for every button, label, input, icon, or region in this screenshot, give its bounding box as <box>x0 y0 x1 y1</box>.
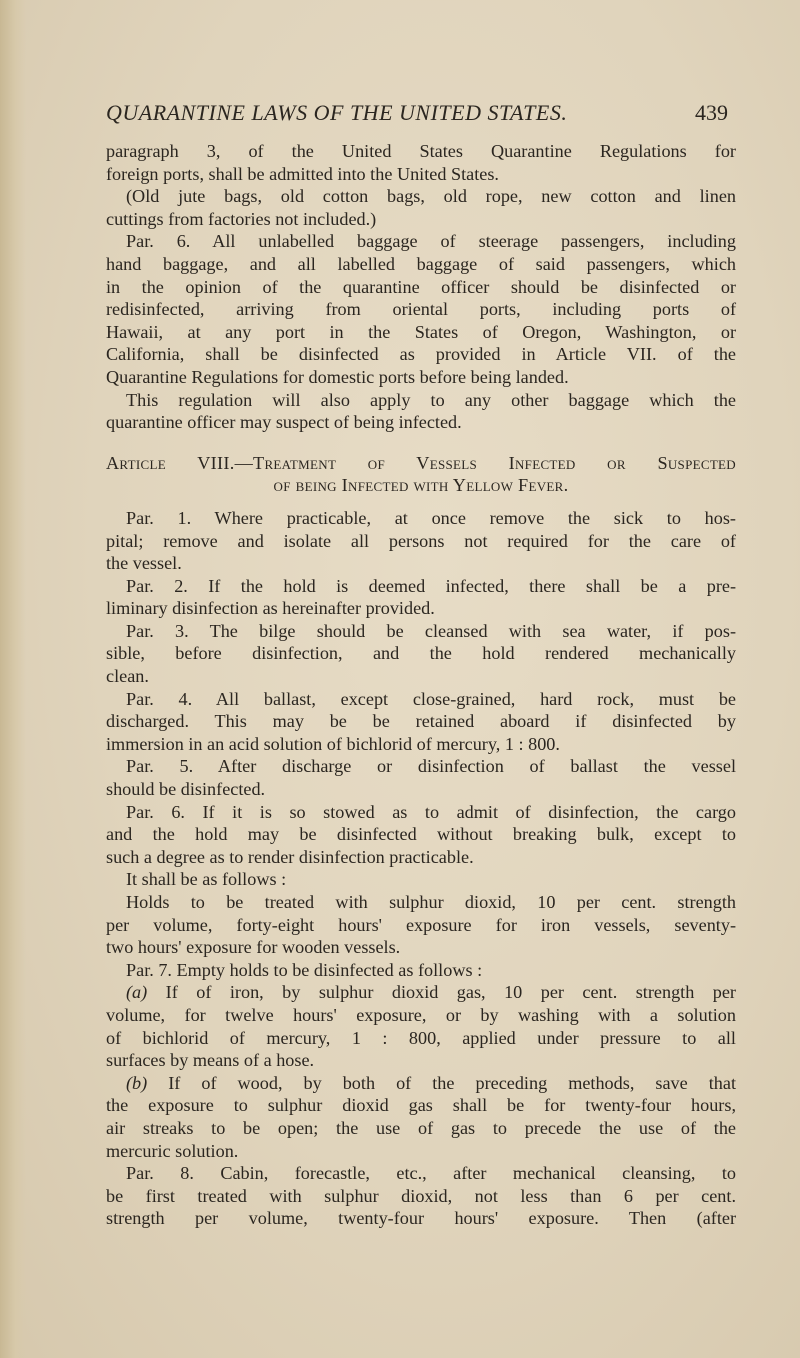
text-line: Hawaii, at any port in the States of Oregon, Washington, or <box>106 321 736 342</box>
text-line: Par. 6. If it is so stowed as to admit of disinfection, the cargo <box>126 801 736 822</box>
text-line: foreign ports, shall be admitted into the United States. <box>106 163 499 184</box>
text-line: sible, before disinfection, and the hold rendered mechanically <box>106 643 736 664</box>
text-line: air streaks to be open; the use of gas to precede the use of the <box>106 1117 736 1138</box>
text-line: in the opinion of the quarantine officer should be disinfected or <box>106 276 736 297</box>
text-line: the exposure to sulphur dioxid gas shall be for twenty-four hours, <box>106 1095 736 1116</box>
text-line: Quarantine Regulations for domestic ports before being landed. <box>106 366 569 387</box>
text-run: If of iron, by sulphur dioxid gas, 10 per cent. strength per <box>147 982 736 1003</box>
text-line: be first treated with sulphur dioxid, not less than 6 per cent. <box>106 1185 736 1206</box>
text-line: and the hold may be disinfected without breaking bulk, except to <box>106 824 736 845</box>
text-line: paragraph 3, of the United States Quarantine Regulations for <box>106 141 736 161</box>
text-line: California, shall be disinfected as provided in Article VII. of the <box>106 344 736 365</box>
text-line: clean. <box>106 666 149 687</box>
text-line: strength per volume, twenty-four hours' exposure. Then (after <box>106 1208 736 1229</box>
text-line: cuttings from factories not included.) <box>106 208 377 229</box>
page-spine-shadow <box>0 0 26 1358</box>
text-line: Par. 8. Cabin, forecastle, etc., after mechanical cleansing, to <box>126 1163 736 1184</box>
text-run: If of wood, by both of the preceding methods, save that <box>147 1072 736 1093</box>
text-line: liminary disinfection as hereinafter provided. <box>106 598 435 619</box>
text-line: per volume, forty-eight hours' exposure for iron vessels, seventy- <box>106 914 736 935</box>
text-line: of bichlorid of mercury, 1 : 800, applied under pressure to all <box>106 1027 736 1048</box>
page-number: 439 <box>695 100 728 125</box>
text-line <box>106 1072 736 1095</box>
article-heading: Article VIII.—Treatment of Vessels Infected or Suspected <box>106 452 736 473</box>
text-line: surfaces by means of a hose. <box>106 1050 315 1071</box>
text-line: Par. 2. If the hold is deemed infected, there shall be a pre- <box>126 575 736 596</box>
article-heading-continued: of being Infected with Yellow Fever. <box>273 475 569 496</box>
item-label-b: (b) <box>126 1072 148 1093</box>
body-text <box>106 140 736 1230</box>
text-line: This regulation will also apply to any other baggage which the <box>126 389 736 410</box>
text-line: pital; remove and isolate all persons not required for the care of <box>106 530 736 551</box>
running-head: QUARANTINE LAWS OF THE UNITED STATES. <box>106 100 568 125</box>
text-line: hand baggage, and all labelled baggage of said passengers, which <box>106 253 736 274</box>
text-line: Par. 6. All unlabelled baggage of steerage passengers, including <box>126 231 736 252</box>
text-line: volume, for twelve hours' exposure, or by washing with a solution <box>106 1004 736 1025</box>
text-line: should be disinfected. <box>106 779 266 800</box>
text-line: Holds to be treated with sulphur dioxid, 10 per cent. strength <box>126 892 736 912</box>
text-line: Par. 1. Where practicable, at once remove the sick to hos- <box>126 507 736 528</box>
text-line: It shall be as follows : <box>126 869 287 890</box>
text-line: (Old jute bags, old cotton bags, old rope, new cotton and linen <box>126 186 736 207</box>
text-line: two hours' exposure for wooden vessels. <box>106 937 401 958</box>
text-line: discharged. This may be be retained aboard if disinfected by <box>106 711 736 732</box>
text-line: Par. 7. Empty holds to be disinfected as follows : <box>126 959 483 980</box>
text-line: immersion in an acid solution of bichlorid of mercury, 1 : 800. <box>106 733 560 754</box>
text-line: Par. 3. The bilge should be cleansed with sea water, if pos- <box>126 620 736 641</box>
text-line: the vessel. <box>106 553 182 574</box>
text-line: mercuric solution. <box>106 1140 239 1161</box>
text-line: such a degree as to render disinfection practicable. <box>106 846 474 867</box>
item-label-a: (a) <box>126 982 148 1003</box>
section-gap <box>106 434 736 452</box>
section-gap <box>106 497 736 507</box>
text-line: Par. 5. After discharge or disinfection of ballast the vessel <box>126 756 736 777</box>
page-header <box>106 100 728 134</box>
text-line: Par. 4. All ballast, except close-grained, hard rock, must be <box>126 688 736 709</box>
text-line: quarantine officer may suspect of being infected. <box>106 412 462 433</box>
text-line: redisinfected, arriving from oriental ports, including ports of <box>106 299 736 320</box>
text-line <box>106 981 736 1004</box>
